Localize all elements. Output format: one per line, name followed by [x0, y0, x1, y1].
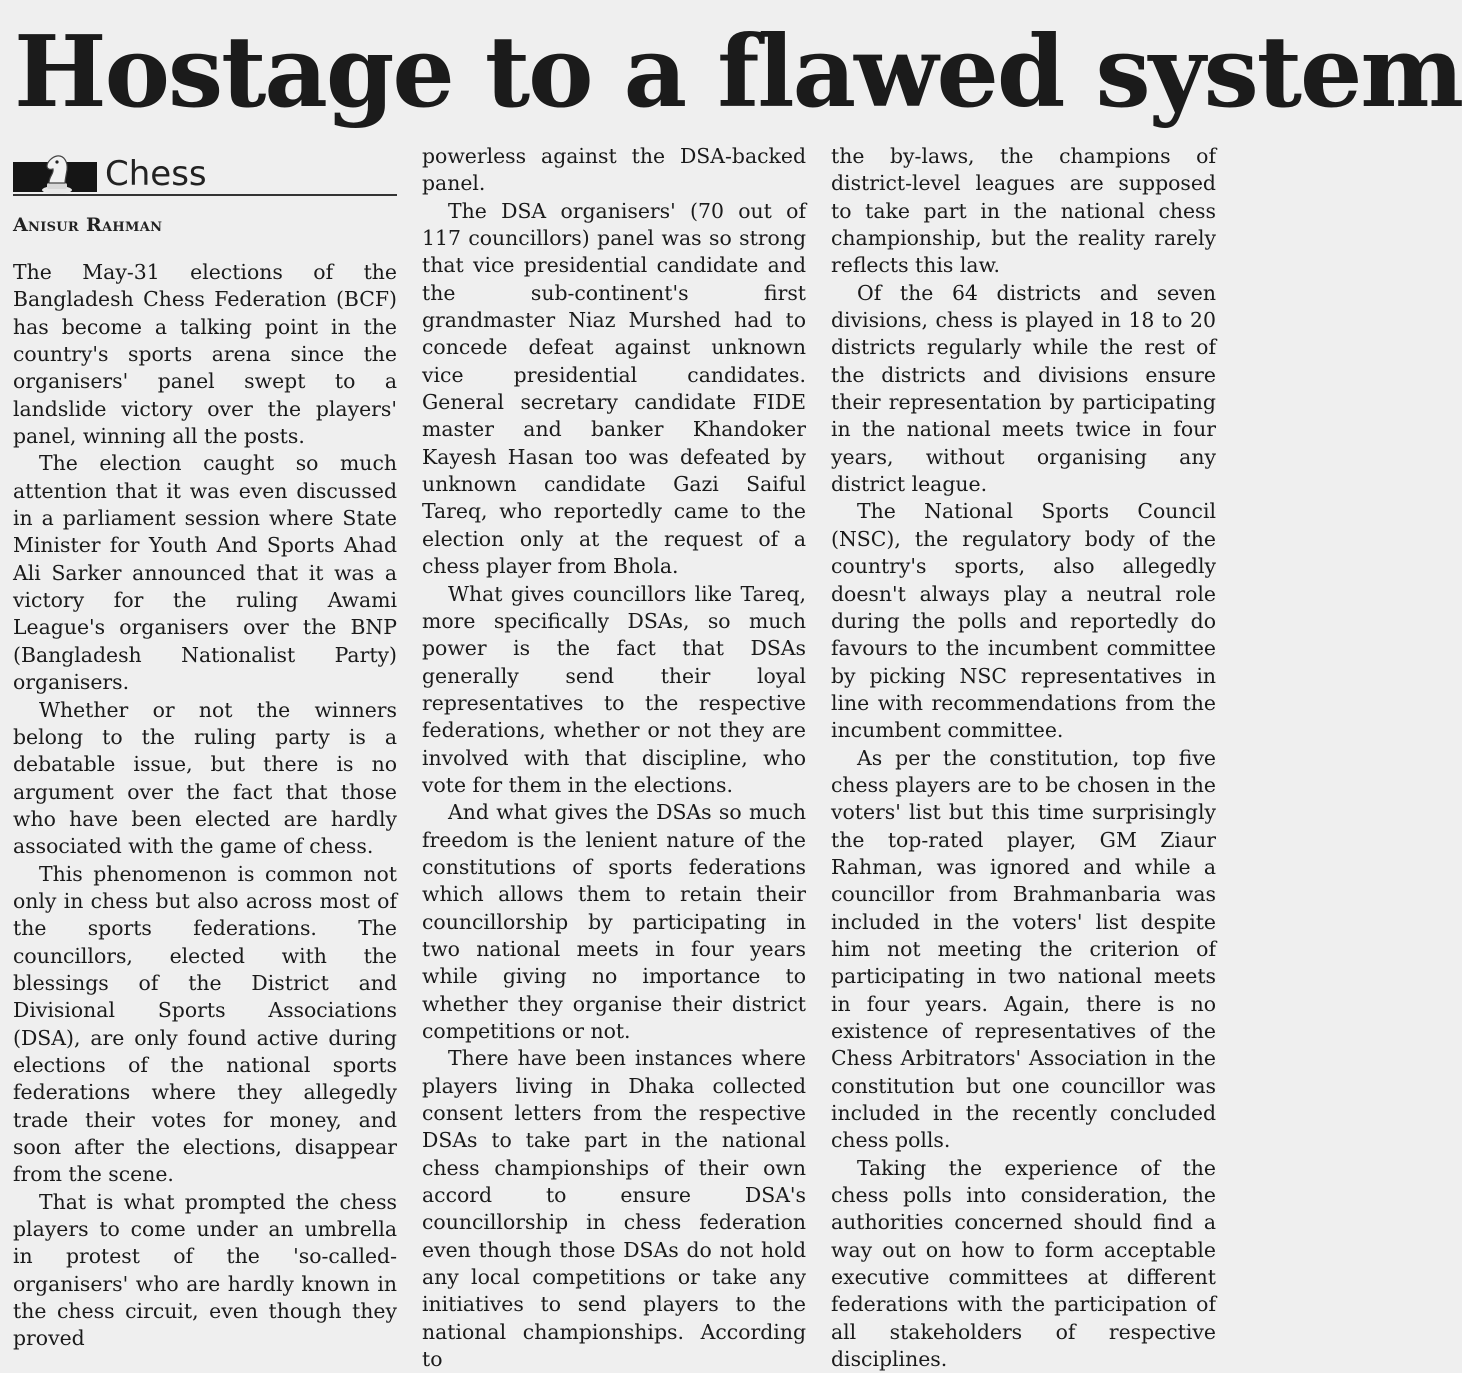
paragraph: The DSA organisers' (70 out of 117 councillors) panel was so strong that vice presidential candidate and the sub-continent's first grandmaster Niaz Murshed had to concede defeat against unknown vice presidential candidates. General secretary candidate FIDE master and banker Khandoker Kayesh Hasan too was defeated by unknown candidate Gazi Saiful Tareq, who reportedly came to the election only at the request of a chess player from Bhola. [422, 198, 806, 579]
section-kicker [13, 150, 397, 196]
paragraph: That is what prompted the chess players to come under an umbrella in protest of the 'so-called-organisers' who are hardly known in the chess circuit, even though they proved [13, 1189, 397, 1351]
paragraph: What gives councillors like Tareq, more specifically DSAs, so much power is the fact that DSAs generally send their loyal representatives to the respective federations, whether or not they are involved with that discipline, who vote for them in the elections. [422, 581, 806, 797]
article-column-2 [422, 143, 806, 1373]
paragraph: the by-laws, the champions of district-level leagues are supposed to take part in the national chess championship, but the reality rarely reflects this law. [831, 144, 1216, 278]
chess-knight-icon [35, 152, 79, 196]
article-column-1 [13, 259, 397, 1353]
section-label: Chess [105, 154, 207, 194]
byline-author: Anisur Rahman [13, 214, 163, 236]
paragraph: And what gives the DSAs so much freedom is the lenient nature of the constitutions of sports federations which allows them to retain their councillorship by participating in two national meets in four years while giving no importance to whether they organise their district competitions or not. [422, 800, 806, 1043]
paragraph: The National Sports Council (NSC), the regulatory body of the country's sports, also allegedly doesn't always play a neutral role during the polls and reportedly do favours to the incumbent committee by picking NSC representatives in line with recommendations from the incumbent committee. [831, 499, 1216, 743]
paragraph: Whether or not the winners belong to the ruling party is a debatable issue, but there is no argument over the fact that those who have been elected are hardly associated with the game of chess. [13, 697, 397, 859]
article-column-3 [831, 143, 1216, 1373]
paragraph: This phenomenon is common not only in chess but also across most of the sports federations. The councillors, elected with the blessings of the District and Divisional Sports Associations (DSA), are only found active during elections of the national sports federations where they allegedly trade their votes for money, and soon after the elections, disappear from the scene. [13, 861, 397, 1187]
paragraph: The May-31 elections of the Bangladesh Chess Federation (BCF) has become a talking point in the country's sports arena since the organisers' panel swept to a landslide victory over the players' panel, winning all the posts. [13, 260, 397, 449]
paragraph: There have been instances where players living in Dhaka collected consent letters from the respective DSAs to take part in the national chess championships of their own accord to ensure DSA's councillorship in chess federation even though those DSAs do not hold any local competitions or take any initiatives to send players to the national championships. According to [422, 1046, 806, 1372]
paragraph: Taking the experience of the chess polls into consideration, the authorities concerned should find a way out on how to form acceptable executive committees at different federations with the participation of all stakeholders of respective disciplines. [831, 1155, 1216, 1372]
byline [13, 214, 162, 236]
paragraph: As per the constitution, top five chess players are to be chosen in the voters' list but this time surprisingly the top-rated player, GM Ziaur Rahman, was ignored and while a councillor from Brahmanbaria was included in the voters' list despite him not meeting the criterion of participating in two national meets in four years. Again, there is no existence of representatives of the Chess Arbitrators' Association in the constitution but one councillor was included in the recently concluded chess polls. [831, 745, 1216, 1153]
paragraph: powerless against the DSA-backed panel. [422, 144, 806, 196]
paragraph: The election caught so much attention that it was even discussed in a parliament session where State Minister for Youth And Sports Ahad Ali Sarker announced that it was a victory for the ruling Awami League's organisers over the BNP (Bangladesh Nationalist Party) organisers. [13, 451, 397, 695]
headline: Hostage to a flawed system [14, 15, 1462, 130]
paragraph: Of the 64 districts and seven divisions, chess is played in 18 to 20 districts regularly while the rest of the districts and divisions ensure their representation by participating in the national meets twice in four years, without organising any district league. [831, 280, 1216, 497]
